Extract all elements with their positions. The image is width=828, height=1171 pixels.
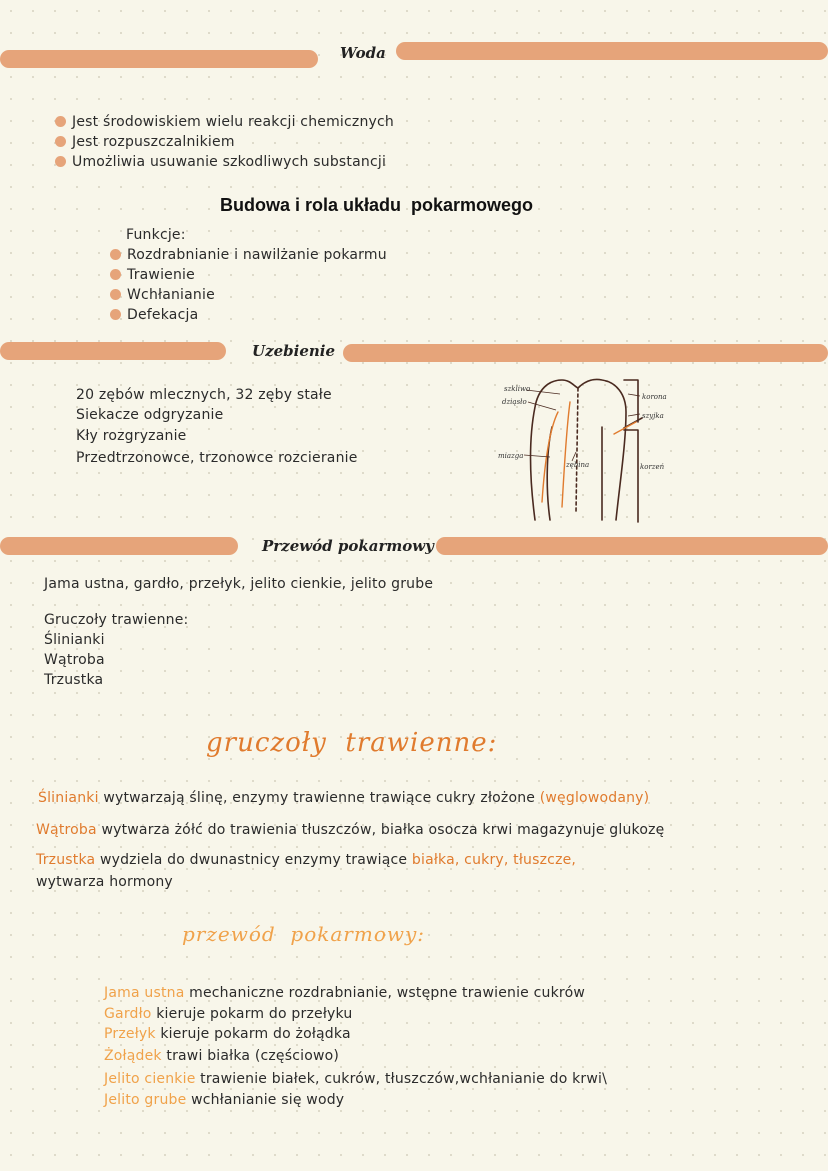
gruczol-extra: (węglowodany) [539, 790, 650, 806]
funkcje-label: Funkcje: [126, 227, 186, 243]
gruczol-name: Ślinianki [38, 790, 99, 806]
gruczol-name: Trzustka [36, 852, 96, 868]
gruczol-item [36, 822, 664, 838]
tooth-center-line [576, 388, 578, 512]
uzebienie-divider-left [0, 342, 226, 360]
organ-name: Jelito grube [104, 1092, 187, 1108]
list-item: Jest rozpuszczalnikiem [55, 134, 235, 150]
bullet-icon [55, 136, 66, 147]
organ-text: trawienie białek, cukrów, tłuszczów,wchłanianie do krwi\ [195, 1071, 608, 1087]
przewod-pokarmowy-title: przewód pokarmowy: [182, 922, 426, 946]
label-dziaslo: dziąsło [502, 398, 527, 406]
list-item: Rozdrabnianie i nawilżanie pokarmu [110, 247, 387, 263]
list-item: Jest środowiskiem wielu reakcji chemicznych [55, 114, 394, 130]
label-korona: korona [642, 393, 667, 401]
organ-item [104, 1071, 607, 1087]
przewod-header: Przewód pokarmowy [262, 537, 434, 555]
organ-item [104, 1048, 339, 1064]
bullet-icon [55, 116, 66, 127]
organ-text: wchłanianie się wody [186, 1092, 345, 1108]
text-line: Kły rozgryzanie [76, 428, 187, 444]
przewod-divider-left [0, 537, 238, 555]
organ-item [104, 1026, 351, 1042]
przewod-line: Jama ustna, gardło, przełyk, jelito cienkie, jelito grube [44, 576, 434, 592]
przewod-divider-right [436, 537, 828, 555]
list-item: Umożliwia usuwanie szkodliwych substancji [55, 154, 386, 170]
gruczoly-label: Gruczoły trawienne: [44, 612, 189, 628]
gruczoly-trawienne-title: gruczoły trawienne: [206, 728, 498, 758]
text-line: 20 zębów mlecznych, 32 zęby stałe [76, 387, 332, 403]
organ-name: Żołądek [104, 1048, 162, 1064]
list-item: Defekacja [110, 307, 198, 323]
tooth-diagram [490, 372, 690, 527]
woda-header: Woda [340, 44, 386, 62]
list-item: Wchłanianie [110, 287, 215, 303]
list-item: Ślinianki [44, 632, 105, 648]
gruczol-text: wytwarzają ślinę, enzymy trawienne trawiące cukry złożone [98, 790, 540, 806]
pulp-line-right [562, 402, 570, 507]
organ-item [104, 985, 585, 1001]
organ-name: Gardło [104, 1006, 152, 1022]
text-line: Siekacze odgryzanie [76, 407, 224, 423]
bullet-icon [110, 309, 121, 320]
list-item: Trzustka [44, 672, 104, 688]
bullet-icon [55, 156, 66, 167]
organ-name: Jama ustna [104, 985, 185, 1001]
gruczol-item [38, 790, 649, 806]
gruczol-item-continuation: wytwarza hormony [36, 874, 173, 890]
label-korzen: korzeń [640, 463, 665, 471]
label-miazga: miazga [498, 452, 524, 460]
organ-text: kieruje pokarm do żołądka [155, 1026, 351, 1042]
gruczol-item [36, 852, 576, 868]
gruczol-text: wytwarza żółć do trawienia tłuszczów, białka osocza krwi magazynuje glukozę [96, 822, 665, 838]
organ-text: mechaniczne rozdrabnianie, wstępne trawienie cukrów [184, 985, 585, 1001]
gruczol-name: Wątroba [36, 822, 97, 838]
organ-text: trawi białka (częściowo) [161, 1048, 340, 1064]
bullet-icon [110, 289, 121, 300]
gruczol-text: wydziela do dwunastnicy enzymy trawiące [95, 852, 412, 868]
gruczol-extra: białka, cukry, tłuszcze, [411, 852, 577, 868]
bullet-icon [110, 249, 121, 260]
label-zebina: zębina [566, 461, 590, 469]
organ-text: kieruje pokarm do przełyku [151, 1006, 353, 1022]
budowa-title: Budowa i rola układu pokarmowego [220, 195, 534, 215]
label-szkliwo: szkliwo [504, 385, 531, 393]
list-item: Trawienie [110, 267, 195, 283]
uzebienie-divider-right [343, 344, 828, 362]
tooth-bracket-korzen [624, 430, 638, 522]
woda-divider-left [0, 50, 318, 68]
organ-item [104, 1006, 352, 1022]
label-szyjka: szyjka [642, 412, 664, 420]
woda-divider-right [396, 42, 828, 60]
organ-item [104, 1092, 344, 1108]
list-item: Wątroba [44, 652, 105, 668]
uzebienie-header: Uzebienie [252, 342, 336, 360]
bullet-icon [110, 269, 121, 280]
organ-name: Jelito cienkie [104, 1071, 196, 1087]
text-line: Przedtrzonowce, trzonowce rozcieranie [76, 450, 358, 466]
organ-name: Przełyk [104, 1026, 156, 1042]
